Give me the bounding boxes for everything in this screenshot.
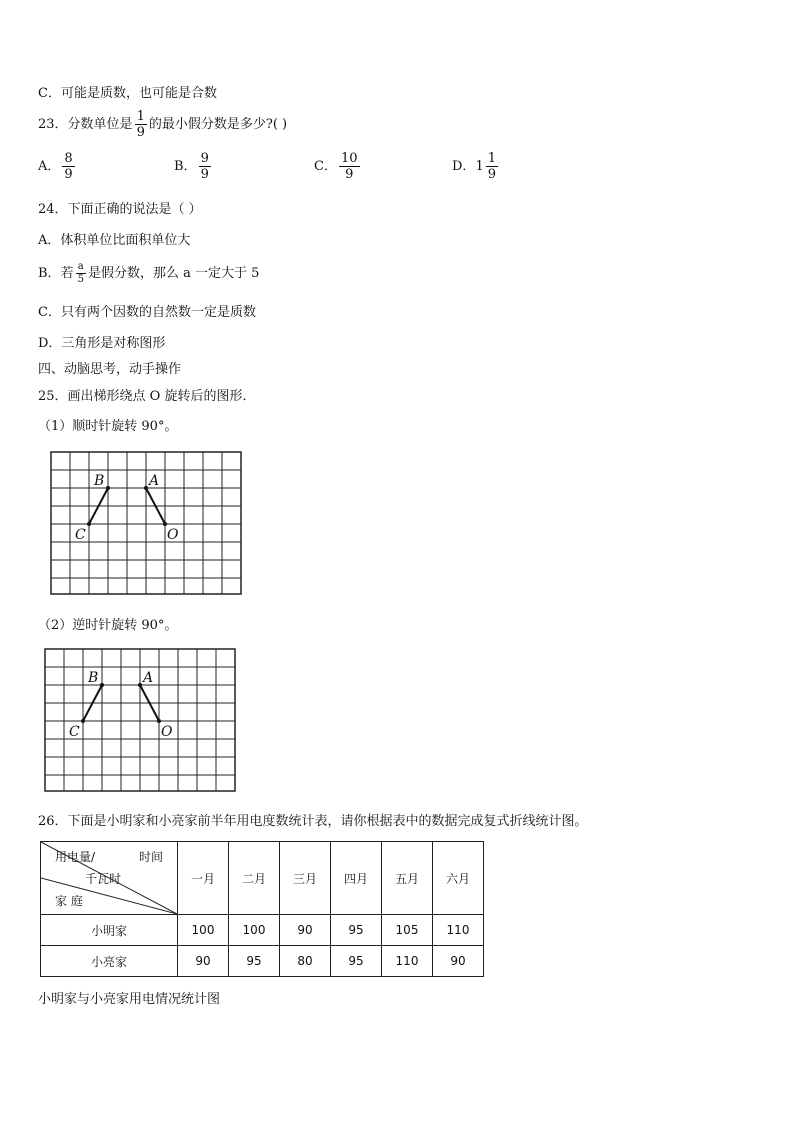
month-header: 五月 [382, 842, 433, 915]
value-cell: 100 [178, 915, 229, 946]
point-label-c: C [69, 724, 80, 740]
q24-stem: 24．下面正确的说法是（ ） [38, 202, 202, 217]
family-cell: 小明家 [41, 915, 178, 946]
q23-text-after: 的最小假分数是多少?( ) [148, 117, 288, 132]
value-cell: 90 [433, 946, 484, 977]
month-header: 二月 [229, 842, 280, 915]
q23-number: 23． [38, 117, 68, 132]
q24-option-a: A．体积单位比面积单位大 [38, 233, 191, 248]
corner-label-family: 家 庭 [55, 894, 83, 908]
table-corner-header [41, 842, 178, 915]
month-header: 一月 [178, 842, 229, 915]
value-cell: 90 [280, 915, 331, 946]
electricity-usage-table [40, 841, 484, 977]
family-cell: 小亮家 [41, 946, 178, 977]
value-cell: 80 [280, 946, 331, 977]
section-heading: 四、动脑思考，动手操作 [38, 362, 182, 377]
q24-option-b: B．若 $\frac{a}{5}$ 是假分数，那么 a 一定大于 5 [38, 261, 260, 285]
point-label-o: O [167, 527, 179, 543]
q25-stem: 25．画出梯形绕点 O 旋转后的图形． [38, 389, 256, 404]
chart-title: 小明家与小亮家用电情况统计图 [38, 992, 221, 1007]
q24-option-c: C．只有两个因数的自然数一定是质数 [38, 305, 256, 320]
q22-option-c: C．可能是质数，也可能是合数 [38, 86, 217, 101]
grid-figure-2 [44, 648, 244, 798]
table-row [41, 915, 484, 946]
value-cell: 95 [331, 946, 382, 977]
q26-stem: 26．下面是小明家和小亮家前半年用电度数统计表，请你根据表中的数据完成复式折线统计图。 [38, 814, 588, 829]
month-header: 四月 [331, 842, 382, 915]
q23-stem [38, 110, 287, 139]
q25-part1: （1）顺时针旋转 90°。 [38, 419, 178, 434]
month-header: 六月 [433, 842, 484, 915]
table-row [41, 946, 484, 977]
point-label-a: A [143, 670, 154, 686]
point-label-c: C [75, 527, 86, 543]
q23-unit-fraction: $\frac{1}{9}$ [136, 109, 145, 140]
point-label-a: A [149, 473, 160, 489]
q23-option-c: C． $\frac{10}{9}$ [314, 151, 358, 182]
q23-text-before: 分数单位是 [67, 117, 133, 132]
value-cell: 110 [433, 915, 484, 946]
value-cell: 95 [229, 946, 280, 977]
q23-option-d: D．1 $\frac{1}{9}$ [452, 151, 496, 182]
point-label-b: B [94, 473, 105, 489]
value-cell: 95 [331, 915, 382, 946]
q24-option-d: D．三角形是对称图形 [38, 336, 166, 351]
q25-part2: （2）逆时针旋转 90°。 [38, 618, 178, 633]
point-label-b: B [88, 670, 99, 686]
value-cell: 100 [229, 915, 280, 946]
month-header: 三月 [280, 842, 331, 915]
corner-label-usage: 用电量/ [55, 850, 96, 864]
grid-figure-1 [50, 451, 250, 601]
corner-label-time: 时间 [139, 850, 164, 864]
q23-option-b: B． $\frac{9}{9}$ [174, 151, 209, 182]
value-cell: 90 [178, 946, 229, 977]
q23-option-a: A． $\frac{8}{9}$ [38, 151, 73, 182]
value-cell: 110 [382, 946, 433, 977]
value-cell: 105 [382, 915, 433, 946]
corner-label-unit: 千瓦时 [85, 872, 122, 886]
point-label-o: O [161, 724, 173, 740]
